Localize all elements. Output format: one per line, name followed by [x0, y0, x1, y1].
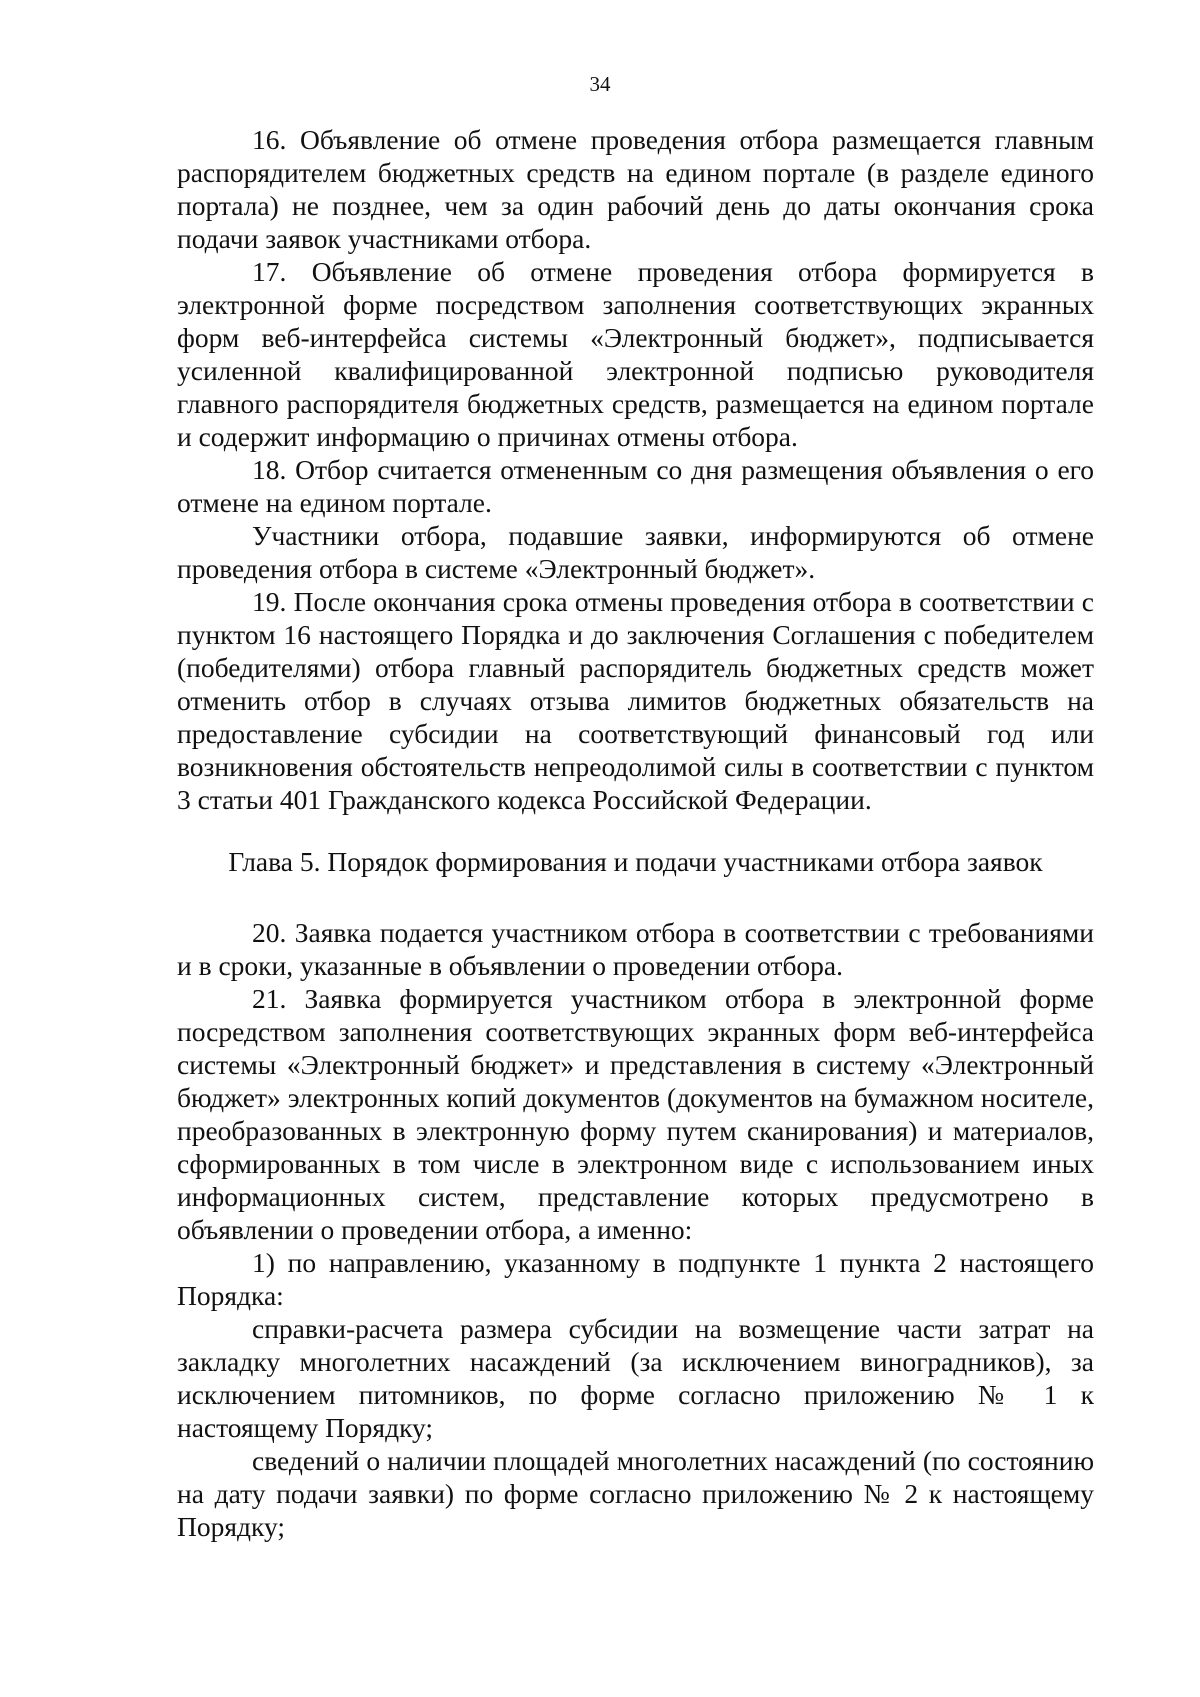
list-subitem-calculation: справки-расчета размера субсидии на возмещение части затрат на закладку многолетних насаждений (за исключением виноградников), за исключением питомников, по форме согласно приложению № 1 к настоящему Порядку;: [177, 1313, 1094, 1443]
document-body: [177, 123, 1094, 1543]
paragraph-16: 16. Объявление об отмене проведения отбора размещается главным распорядителем бюджетных средств на едином портале (в разделе единого портала) не позднее, чем за один рабочий день до даты окончания срока подачи заявок участниками отбора.: [177, 124, 1094, 254]
chapter-heading: Глава 5. Порядок формирования и подачи участниками отбора заявок: [228, 846, 1043, 877]
list-item-1: 1) по направлению, указанному в подпункте 1 пункта 2 настоящего Порядка:: [177, 1247, 1094, 1311]
paragraph-21: 21. Заявка формируется участником отбора в электронной форме посредством заполнения соответствующих экранных форм веб-интерфейса системы «Электронный бюджет» и представления в систему «Электронный бюджет» электронных копий документов (документов на бумажном носителе, преобразованных в электронную форму путем сканирования) и материалов, сформированных в том числе в электронном виде с использованием иных информационных систем, представление которых предусмотрено в объявлении о проведении отбора, а именно:: [177, 983, 1094, 1245]
paragraph-participants-notice: Участники отбора, подавшие заявки, информируются об отмене проведения отбора в системе «Электронный бюджет».: [177, 520, 1094, 584]
paragraph-18: 18. Отбор считается отмененным со дня размещения объявления о его отмене на едином портале.: [177, 454, 1094, 518]
list-subitem-area-info: сведений о наличии площадей многолетних насаждений (по состоянию на дату подачи заявки) по форме согласно приложению № 2 к настоящему Порядку;: [177, 1445, 1094, 1542]
page-number: 34: [589, 72, 611, 96]
paragraph-19: 19. После окончания срока отмены проведения отбора в соответствии с пунктом 16 настоящего Порядка и до заключения Соглашения с победителем (победителями) отбора главный распорядитель бюджетных средств может отменить отбор в случаях отзыва лимитов бюджетных обязательств на предоставление субсидии на соответствующий финансовый год или возникновения обстоятельств непреодолимой силы в соответствии с пунктом 3 статьи 401 Гражданского кодекса Российской Федерации.: [177, 586, 1094, 815]
paragraph-17: 17. Объявление об отмене проведения отбора формируется в электронной форме посредством заполнения соответствующих экранных форм веб-интерфейса системы «Электронный бюджет», подписывается усиленной квалифицированной электронной подписью руководителя главного распорядителя бюджетных средств, размещается на едином портале и содержит информацию о причинах отмены отбора.: [177, 256, 1094, 452]
paragraph-20: 20. Заявка подается участником отбора в соответствии с требованиями и в сроки, указанные в объявлении о проведении отбора.: [177, 917, 1094, 981]
